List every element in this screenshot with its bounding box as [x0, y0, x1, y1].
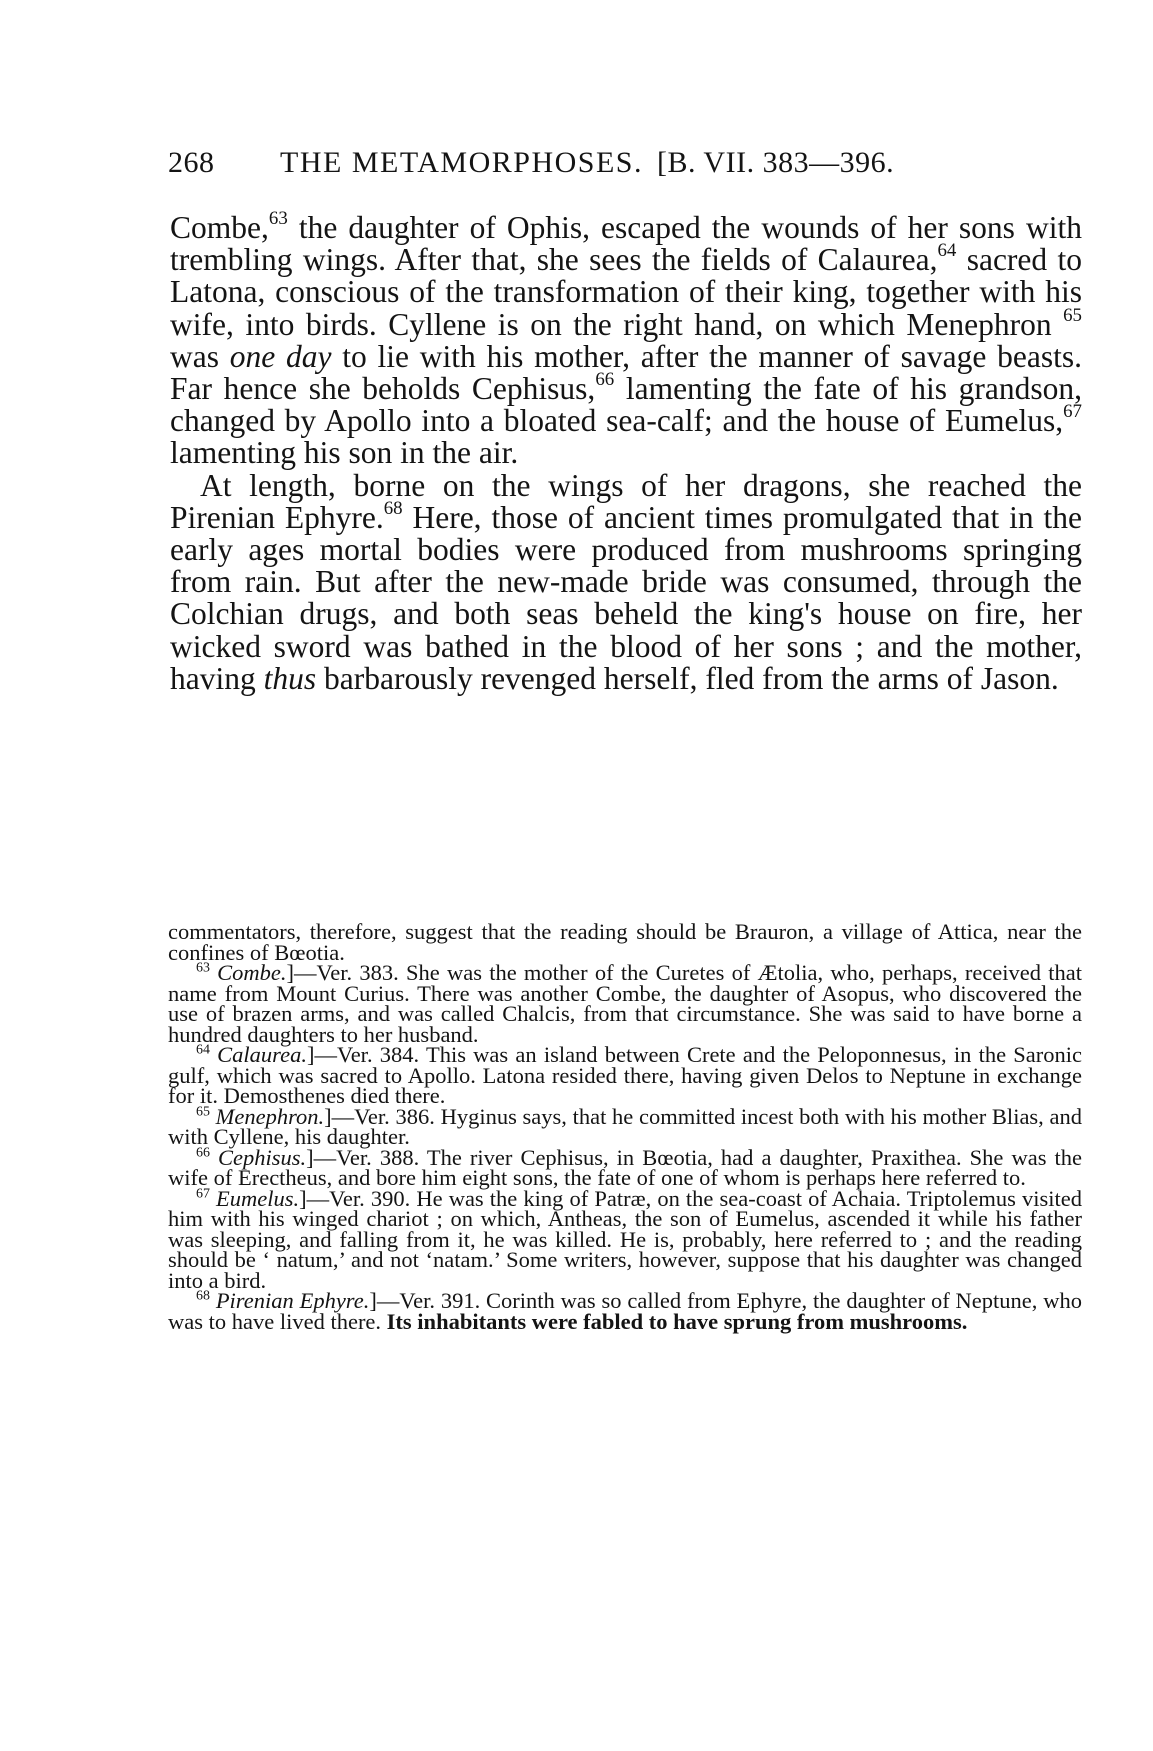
- footnote-number: 65: [196, 1104, 210, 1120]
- footnote-68: [168, 1288, 1083, 1334]
- footnote-text: ]—Ver. 383. She was the mother of the Curetes of Ætolia, who, perhaps, received that name from Mount Curius. There was another Combe, the daughter of Asopus, who discovered the use of brazen arms, and was called Chalcis, from that circumstance. She was said to have borne a hundred daughters to her husband.: [168, 960, 1082, 1047]
- footnote-term: Menephron.: [215, 1103, 325, 1129]
- footnote-term: Pirenian Ephyre.: [215, 1288, 370, 1313]
- footnote-ref-67: 67: [1063, 401, 1082, 423]
- footnote-continuation: commentators, therefore, suggest that the reading should be Brauron, a village of Attica, near the confines of Bœotia.: [168, 919, 1082, 965]
- italic-phrase: one day: [229, 338, 332, 374]
- footnote-ref-68: 68: [383, 497, 403, 519]
- text-span: Combe,: [170, 210, 269, 245]
- footnote-ref-63: 63: [268, 207, 288, 229]
- running-head: [168, 146, 1078, 180]
- footnote-text: ]—Ver. 386. Hyginus says, that he committed incest both with his mother Blias, and with Cyllene, his daughter.: [168, 1103, 1082, 1149]
- paragraph-2: [170, 467, 1082, 696]
- main-text: [170, 207, 1082, 696]
- footnote-text: ]—Ver. 388. The river Cephisus, in Bœotia, had a daughter, Praxithea. She was the wife of Erectheus, and bore him eight sons, the fate of one of whom is perhaps here referred to.: [168, 1144, 1083, 1190]
- text-span: to lie with his mother, after the manner of savage beasts. Far hence she beholds Cephisus,: [170, 338, 1082, 407]
- book-title: THE METAMORPHOSES.: [280, 146, 643, 179]
- footnote-text: ]—Ver. 384. This was an island between Crete and the Peloponnesus, in the Saronic gulf, which was sacred to Apollo. Latona resided there, having given Delos to Neptune in exchange for it. Demosthenes died there.: [168, 1042, 1083, 1108]
- footnote-final-line: Its inhabitants were fabled to have sprung from mushrooms.: [386, 1308, 968, 1334]
- footnote-number: 67: [196, 1186, 210, 1202]
- footnote-67: [168, 1185, 1082, 1293]
- text-span: lamenting his son in the air.: [170, 435, 519, 471]
- page-number: 268: [168, 146, 215, 179]
- footnote-ref-65: 65: [1063, 304, 1082, 326]
- footnote-63: [168, 960, 1082, 1047]
- text-span: lamenting the fate of his grandson, changed by Apollo into a bloated sea-calf; and the house of Eumelus,: [170, 371, 1082, 439]
- footnote-term: Cephisus.: [218, 1144, 307, 1170]
- footnote-ref-66: 66: [595, 368, 615, 390]
- footnote-term: Calaurea.: [217, 1042, 307, 1067]
- footnote-number: 64: [196, 1042, 210, 1058]
- footnote-text: ]—Ver. 390. He was the king of Patræ, on the sea-coast of Achaia. Triptolemus visited him with his winged chariot ; on which, Antheas, the son of Eumelus, ascended it while his father was sleeping, and falling from it, he was killed. He is, probably, here referred to ; and the reading should be ‘ natum,’ and not ‘natam.’ Some writers, however, suppose that his daughter was changed into a bird.: [168, 1185, 1082, 1293]
- footnote-term: Combe.: [217, 960, 287, 985]
- text-span: sacred to Latona, conscious of the transformation of their king, together with his wife, into birds. Cyllene is on the right hand, on which Menephron: [170, 242, 1082, 342]
- footnotes: [168, 919, 1083, 1334]
- footnote-text: ]—Ver. 391. Corinth was so called from Ephyre, the daughter of Neptune, who was to have lived there.: [168, 1288, 1083, 1334]
- footnote-ref-64: 64: [937, 240, 957, 262]
- footnote-64: [168, 1042, 1083, 1108]
- text-span: Here, those of ancient times promulgated that in the early ages mortal bodies were produced from mushrooms springing from rain. But after the new-made bride was consumed, through the Colchian drugs, and both seas beheld the king's house on fire, her wicked sword was bathed in the blood of her sons ; and the mother, having: [170, 499, 1082, 696]
- footnote-term: Eumelus.: [216, 1185, 300, 1211]
- text-span: was: [170, 338, 230, 374]
- footnote-number: 68: [196, 1288, 210, 1304]
- footnote-66: [168, 1144, 1083, 1190]
- footnote-65: [168, 1103, 1082, 1149]
- footnote-number: 63: [196, 960, 210, 976]
- footnote-number: 66: [196, 1145, 210, 1161]
- text-span: At length, borne on the wings of her dragons, she reached the Pirenian Ephyre.: [170, 467, 1082, 535]
- paragraph-1: [170, 207, 1082, 471]
- book-line-reference: [B. VII. 383—396.: [656, 146, 895, 179]
- text-span: barbarously revenged herself, fled from the arms of Jason.: [316, 660, 1059, 696]
- italic-phrase: thus: [263, 660, 317, 696]
- text-span: the daughter of Ophis, escaped the wounds of her sons with trembling wings. After that, she sees the fields of Calaurea,: [170, 210, 1082, 278]
